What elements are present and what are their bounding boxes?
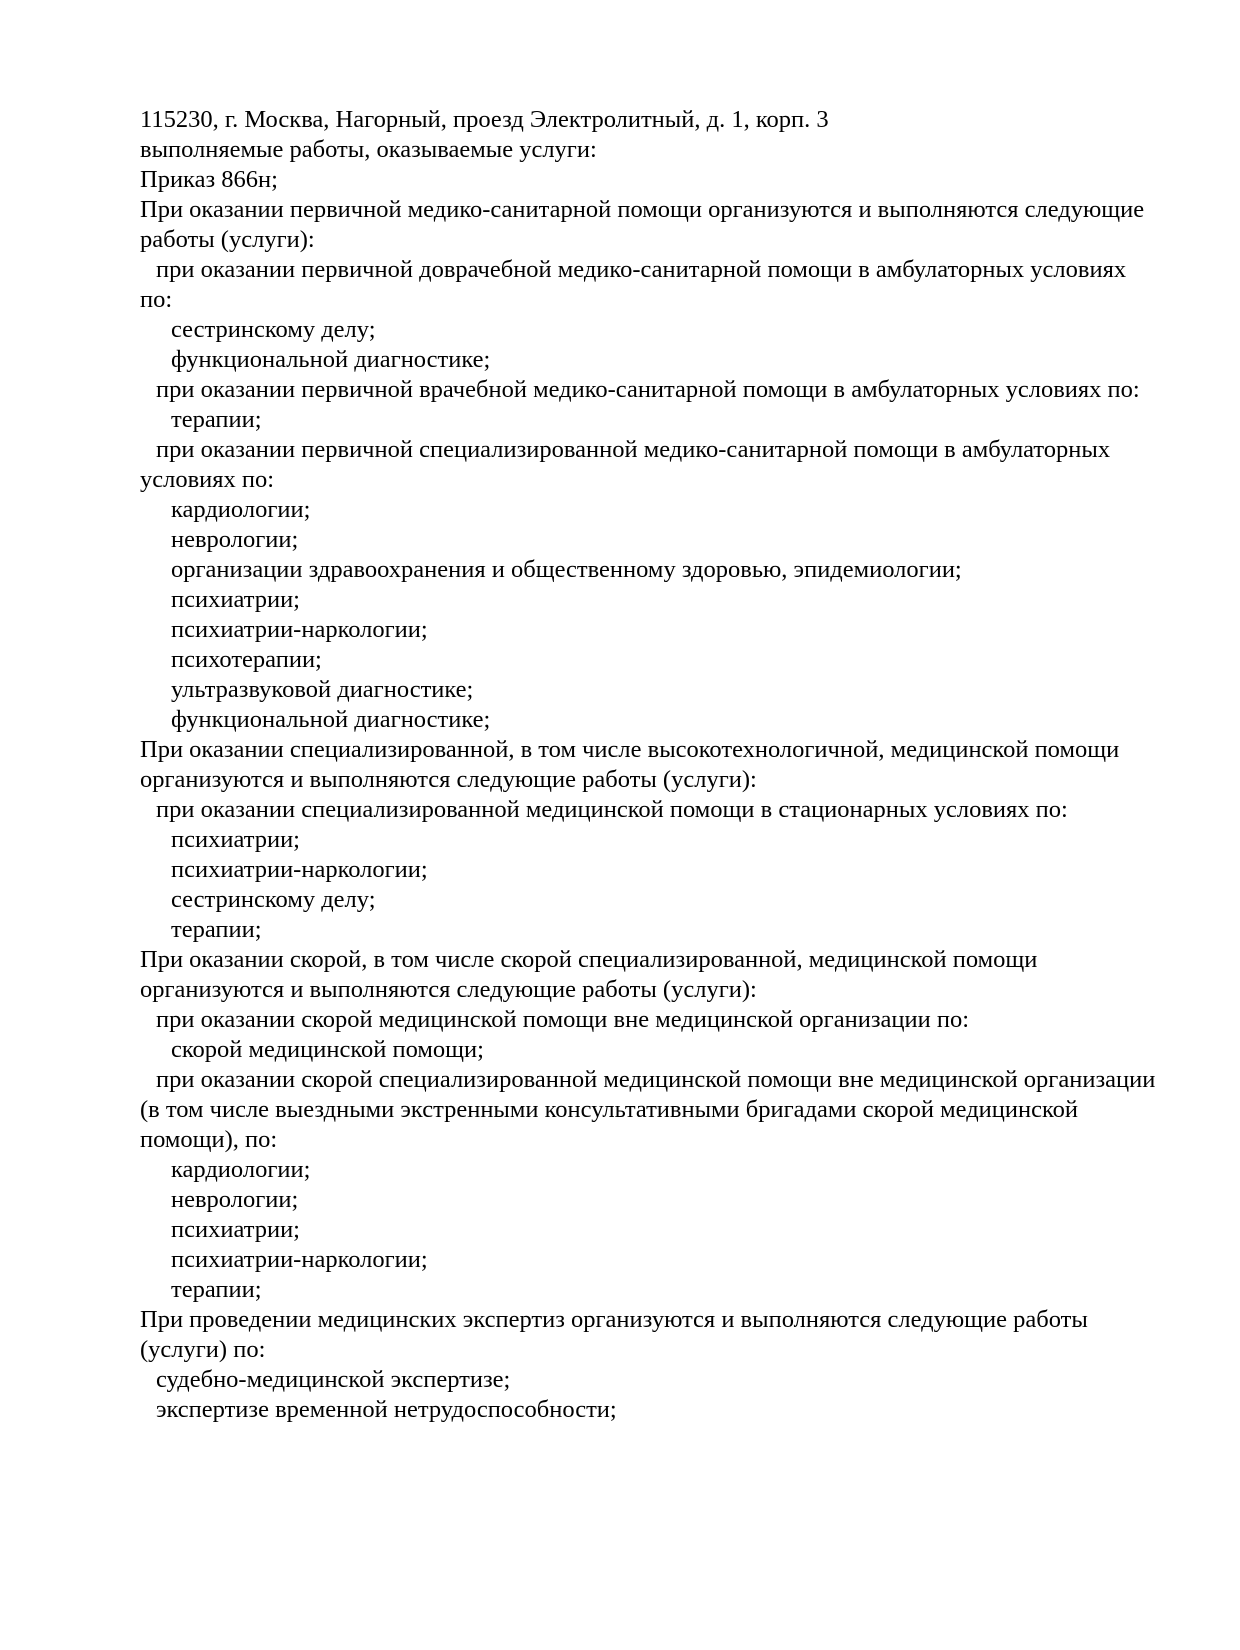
text-line: экспертизе временной нетрудоспособности; — [156, 1396, 617, 1423]
text-line: терапии; — [171, 916, 262, 943]
text-line: при оказании первичной специализированной медико-санитарной помощи в амбулаторных — [156, 436, 1111, 463]
text-line: психотерапии; — [171, 646, 322, 673]
text-line: условиях по: — [140, 466, 275, 493]
text-line: психиатрии-наркологии; — [171, 616, 428, 643]
text-line: При оказании специализированной, в том числе высокотехнологичной, медицинской помощи — [140, 736, 1120, 763]
text-line: выполняемые работы, оказываемые услуги: — [140, 136, 597, 163]
text-line: при оказании специализированной медицинской помощи в стационарных условиях по: — [156, 796, 1068, 823]
text-line: психиатрии; — [171, 586, 300, 613]
text-line: при оказании скорой специализированной медицинской помощи вне медицинской организации — [156, 1066, 1156, 1093]
text-line: функциональной диагностике; — [171, 706, 491, 733]
text-line: организуются и выполняются следующие работы (услуги): — [140, 766, 757, 793]
text-line: сестринскому делу; — [171, 886, 376, 913]
text-line: организации здравоохранения и общественному здоровью, эпидемиологии; — [171, 556, 962, 583]
text-line: (в том числе выездными экстренными консультативными бригадами скорой медицинской — [140, 1096, 1078, 1123]
text-line: 115230, г. Москва, Нагорный, проезд Электролитный, д. 1, корп. 3 — [140, 106, 829, 133]
text-line: При оказании скорой, в том числе скорой специализированной, медицинской помощи — [140, 946, 1038, 973]
text-line: терапии; — [171, 406, 262, 433]
document-body — [140, 105, 1200, 1425]
text-line: Приказ 866н; — [140, 166, 278, 193]
text-line: по: — [140, 286, 173, 313]
text-line: кардиологии; — [171, 1156, 311, 1183]
text-line: при оказании первичной врачебной медико-санитарной помощи в амбулаторных условиях по: — [156, 376, 1140, 403]
text-line: неврологии; — [171, 1186, 299, 1213]
text-line: психиатрии-наркологии; — [171, 856, 428, 883]
text-line: психиатрии; — [171, 1216, 300, 1243]
text-line: При проведении медицинских экспертиз организуются и выполняются следующие работы — [140, 1306, 1088, 1333]
text-line: При оказании первичной медико-санитарной помощи организуются и выполняются следующие — [140, 196, 1145, 223]
text-line: работы (услуги): — [140, 226, 315, 253]
text-line: при оказании первичной доврачебной медико-санитарной помощи в амбулаторных условиях — [156, 256, 1127, 283]
text-line: психиатрии-наркологии; — [171, 1246, 428, 1273]
text-line: (услуги) по: — [140, 1336, 266, 1363]
text-line: ультразвуковой диагностике; — [171, 676, 474, 703]
text-line: терапии; — [171, 1276, 262, 1303]
text-line: при оказании скорой медицинской помощи вне медицинской организации по: — [156, 1006, 970, 1033]
text-line: сестринскому делу; — [171, 316, 376, 343]
text-line: психиатрии; — [171, 826, 300, 853]
text-line: организуются и выполняются следующие работы (услуги): — [140, 976, 757, 1003]
text-line: кардиологии; — [171, 496, 311, 523]
text-line: скорой медицинской помощи; — [171, 1036, 484, 1063]
text-line: функциональной диагностике; — [171, 346, 491, 373]
text-line: неврологии; — [171, 526, 299, 553]
text-line: судебно-медицинской экспертизе; — [156, 1366, 511, 1393]
text-line: помощи), по: — [140, 1126, 278, 1153]
